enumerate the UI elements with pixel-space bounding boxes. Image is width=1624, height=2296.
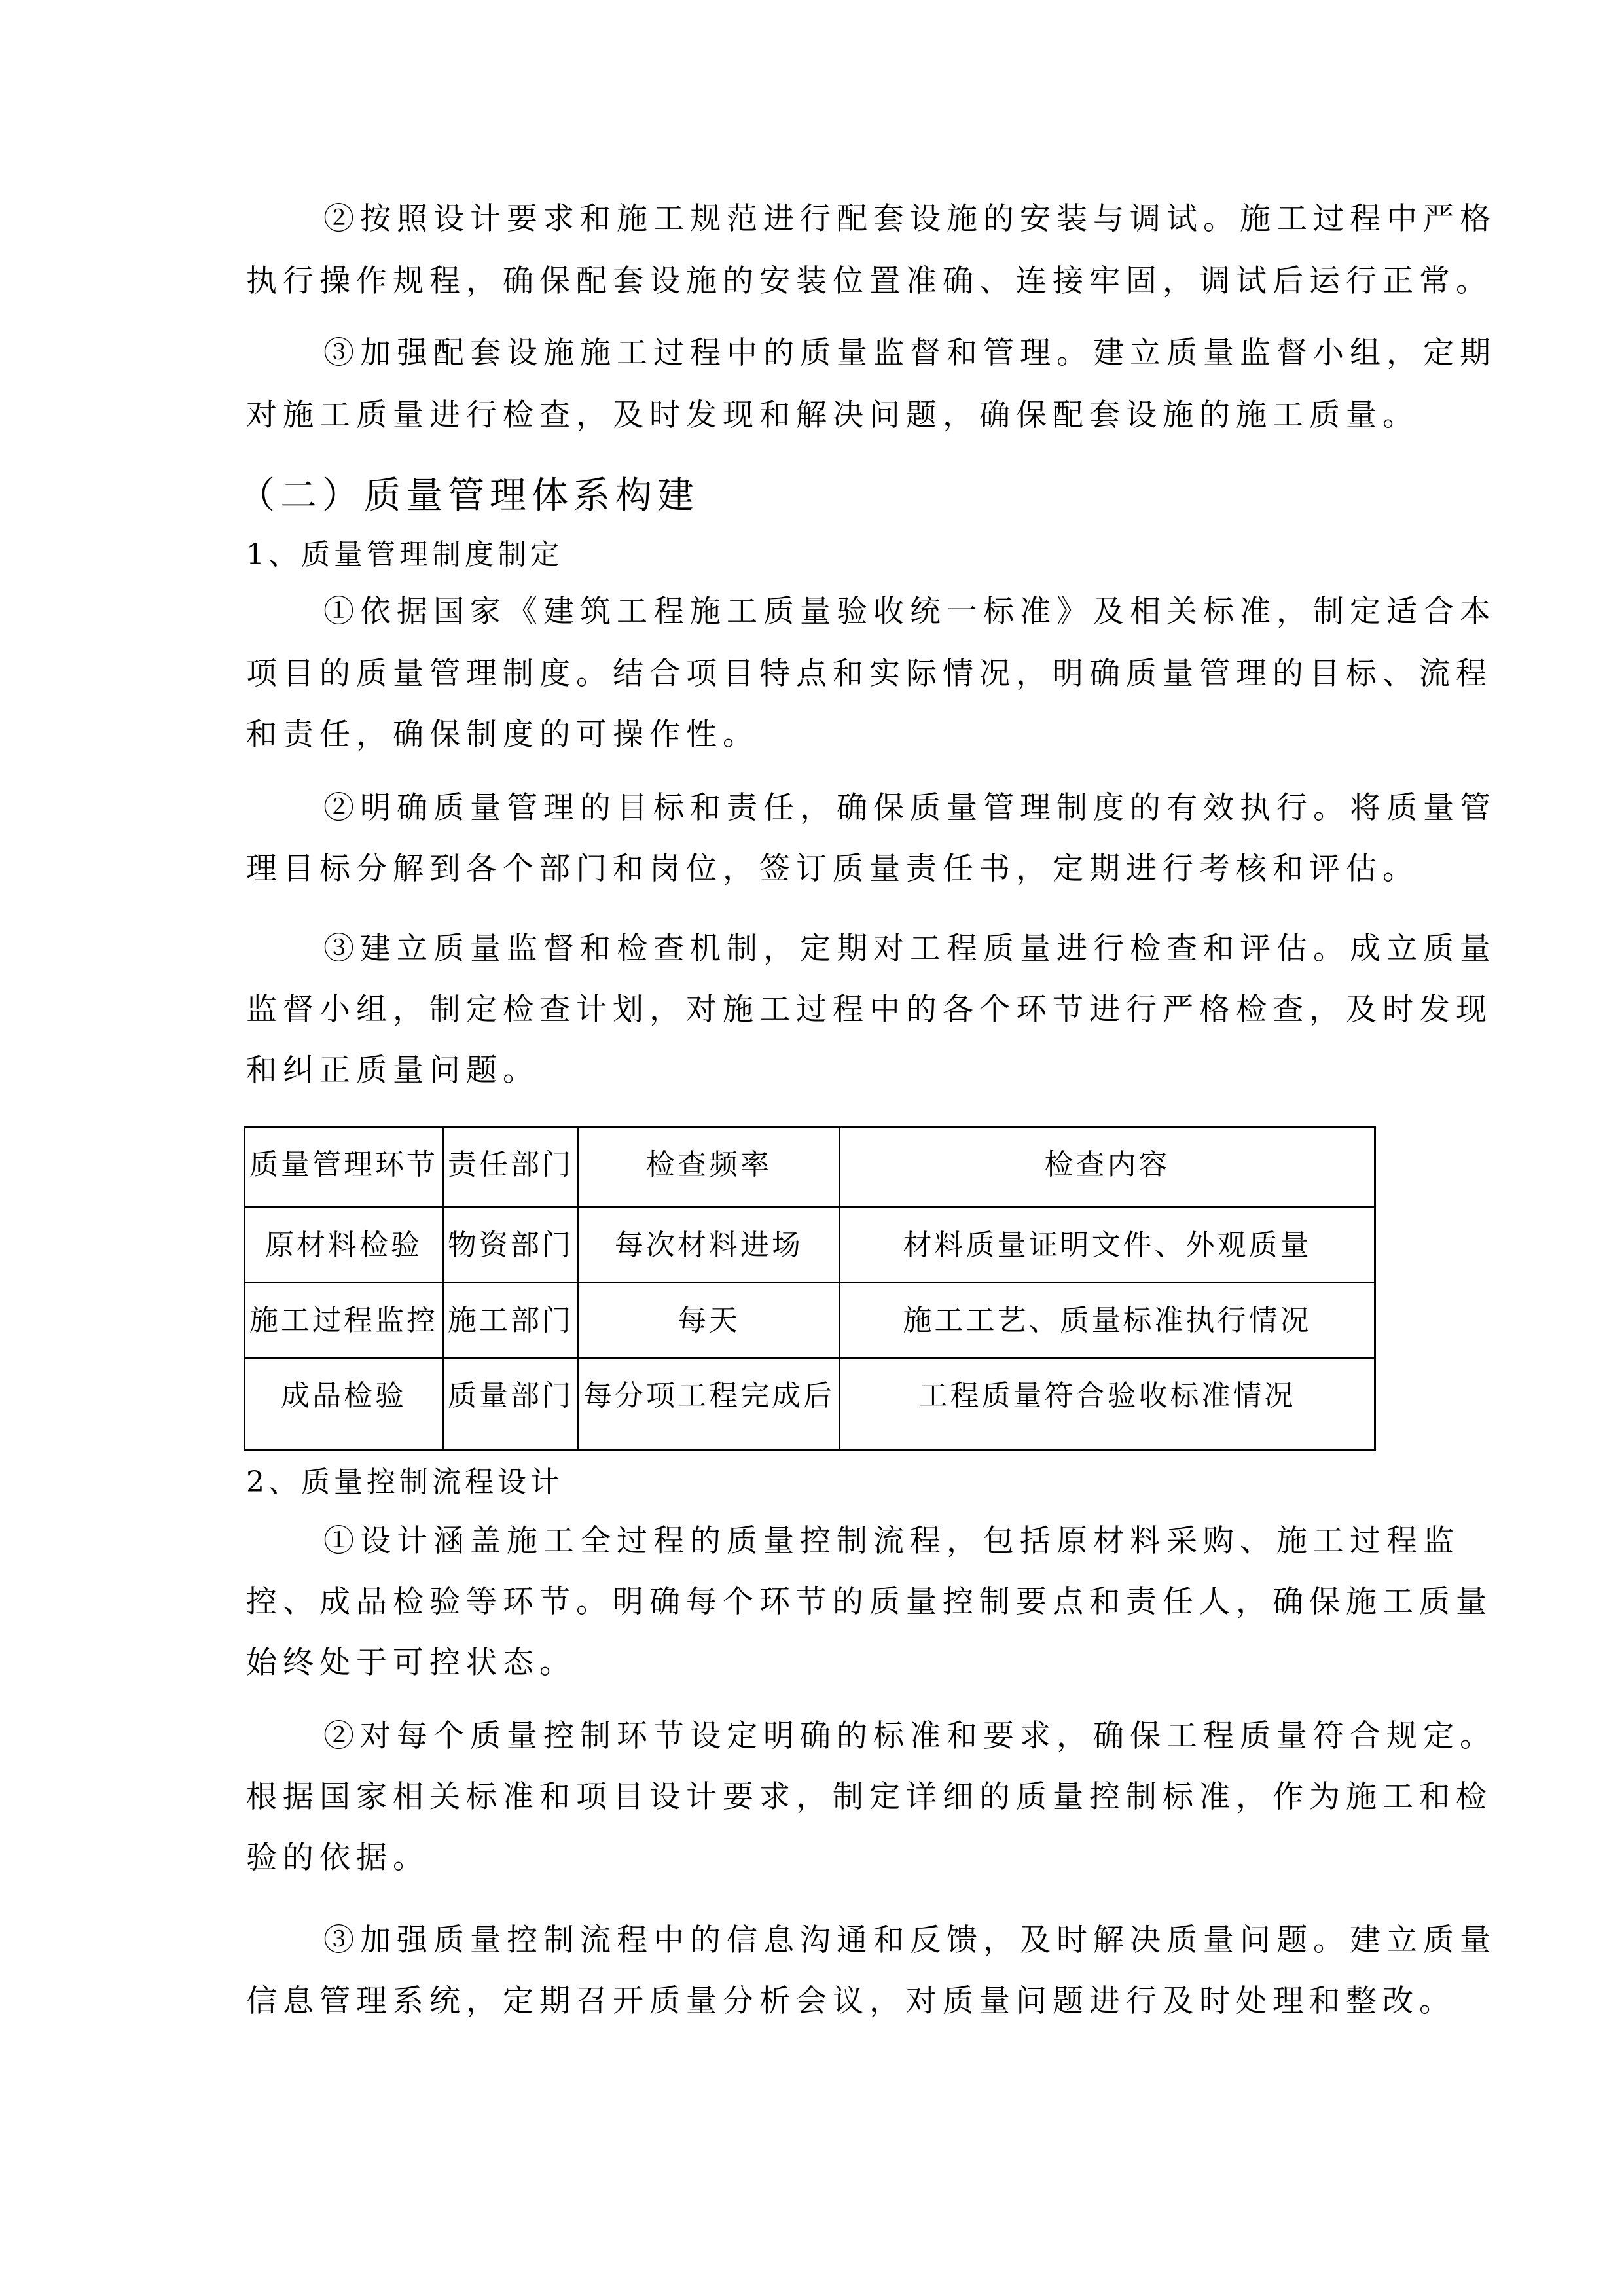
table-cell: 每天 bbox=[579, 1283, 840, 1358]
paragraph-line: 验的依据。 bbox=[246, 1840, 429, 1876]
table-cell: 施工工艺、质量标准执行情况 bbox=[840, 1283, 1375, 1358]
paragraph-line: 执行操作规程，确保配套设施的安装位置准确、连接牢固，调试后运行正常。 bbox=[246, 263, 1492, 299]
table-header-cell: 检查频率 bbox=[579, 1127, 840, 1208]
paragraph-line: 信息管理系统，定期召开质量分析会议，对质量问题进行及时处理和整改。 bbox=[246, 1983, 1456, 2019]
paragraph-line: 理目标分解到各个部门和岗位，签订质量责任书，定期进行考核和评估。 bbox=[246, 851, 1419, 887]
paragraph-line: ③加强配套设施施工过程中的质量监督和管理。建立质量监督小组，定期 bbox=[323, 335, 1496, 371]
table-cell: 材料质量证明文件、外观质量 bbox=[840, 1208, 1375, 1283]
table-row bbox=[245, 1208, 1375, 1283]
paragraph-line: 监督小组，制定检查计划，对施工过程中的各个环节进行严格检查，及时发现 bbox=[246, 992, 1492, 1028]
subsection-heading: 1、质量管理制度制定 bbox=[246, 538, 563, 571]
paragraph-line: ①依据国家《建筑工程施工质量验收统一标准》及相关标准，制定适合本 bbox=[323, 594, 1496, 630]
subsection-heading: 2、质量控制流程设计 bbox=[246, 1465, 563, 1499]
table-row bbox=[245, 1358, 1375, 1450]
table-cell: 每分项工程完成后 bbox=[579, 1358, 840, 1450]
table-cell: 施工过程监控 bbox=[245, 1283, 443, 1358]
table-cell: 质量部门 bbox=[443, 1358, 579, 1450]
table-cell: 工程质量符合验收标准情况 bbox=[840, 1358, 1375, 1450]
paragraph-line: 和责任，确保制度的可操作性。 bbox=[246, 717, 759, 753]
paragraph-line: 对施工质量进行检查，及时发现和解决问题，确保配套设施的施工质量。 bbox=[246, 397, 1419, 433]
quality-management-table bbox=[244, 1126, 1376, 1451]
paragraph-line: ③加强质量控制流程中的信息沟通和反馈，及时解决质量问题。建立质量 bbox=[323, 1922, 1496, 1958]
table-row bbox=[245, 1283, 1375, 1358]
paragraph-line: 和纠正质量问题。 bbox=[246, 1052, 539, 1088]
paragraph-line: ②对每个质量控制环节设定明确的标准和要求，确保工程质量符合规定。 bbox=[323, 1718, 1496, 1754]
paragraph-line: ①设计涵盖施工全过程的质量控制流程，包括原材料采购、施工过程监 bbox=[323, 1523, 1460, 1559]
table-cell: 原材料检验 bbox=[245, 1208, 443, 1283]
table-cell: 物资部门 bbox=[443, 1208, 579, 1283]
table-cell: 每次材料进场 bbox=[579, 1208, 840, 1283]
paragraph-line: 根据国家相关标准和项目设计要求，制定详细的质量控制标准，作为施工和检 bbox=[246, 1779, 1492, 1815]
paragraph-line: ③建立质量监督和检查机制，定期对工程质量进行检查和评估。成立质量 bbox=[323, 931, 1496, 967]
section-heading: （二）质量管理体系构建 bbox=[238, 475, 699, 517]
paragraph-line: 项目的质量管理制度。结合项目特点和实际情况，明确质量管理的目标、流程 bbox=[246, 656, 1492, 692]
paragraph-line: ②按照设计要求和施工规范进行配套设施的安装与调试。施工过程中严格 bbox=[323, 201, 1496, 237]
table-header-row bbox=[245, 1127, 1375, 1208]
paragraph-line: 始终处于可控状态。 bbox=[246, 1645, 576, 1681]
table-header-cell: 质量管理环节 bbox=[245, 1127, 443, 1208]
table-cell: 施工部门 bbox=[443, 1283, 579, 1358]
paragraph-line: 控、成品检验等环节。明确每个环节的质量控制要点和责任人，确保施工质量 bbox=[246, 1584, 1492, 1620]
table-header-cell: 检查内容 bbox=[840, 1127, 1375, 1208]
paragraph-line: ②明确质量管理的目标和责任，确保质量管理制度的有效执行。将质量管 bbox=[323, 790, 1496, 826]
table-header-cell: 责任部门 bbox=[443, 1127, 579, 1208]
table-cell: 成品检验 bbox=[245, 1358, 443, 1450]
